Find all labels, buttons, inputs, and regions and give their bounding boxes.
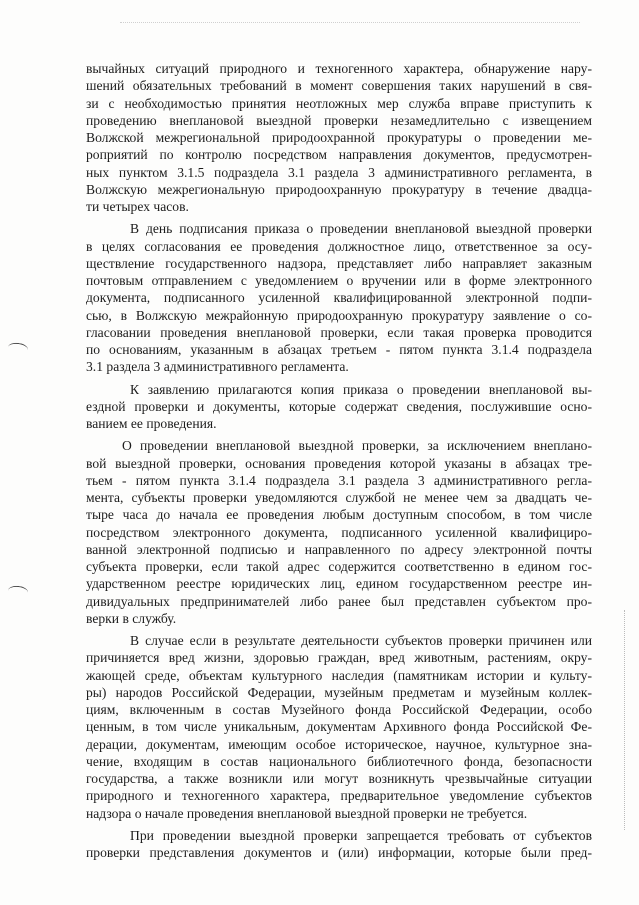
text-line: сью, в Волжскую межрайонную природоохранную прокуратуру заявление о со- [86, 307, 592, 323]
text-line: государства, а также возникли или могут возникнуть чрезвычайные ситуации [86, 771, 592, 786]
text-line: причиняется вред жизни, здоровью граждан, вред животным, растениям, окру- [86, 650, 592, 666]
paragraph [86, 827, 592, 862]
paragraph [86, 381, 592, 433]
scan-artifact-edge [622, 610, 625, 830]
text-line: в целях согласования ее проведения должностное лицо, ответственное за осу- [86, 238, 592, 254]
text-line: дерации, документам, имеющим особое историческое, научное, культурное зна- [86, 736, 592, 752]
document-body [86, 60, 592, 861]
text-line: Волжскую межрегиональную природоохранную прокуратуру в течение двадца- [86, 181, 592, 197]
text-line: мента, субъекты проверки уведомляются службой не менее чем за двадцать че- [86, 490, 592, 505]
text-line: чение, входящим в состав национального библиотечного фонда, безопасности [86, 753, 592, 769]
text-line: В день подписания приказа о проведении внеплановой выездной проверки [130, 221, 592, 237]
text-line: ездной проверки и документы, которые содержат сведения, послужившие осно- [86, 398, 592, 414]
text-line: ществление государственного надзора, представляет либо направляет заказным [86, 255, 592, 271]
text-line: по основаниям, указанным в абзацах третьем - пятом пункта 3.1.4 подраздела [86, 342, 592, 357]
text-line: вой выездной проверки, основания проведения которой указаны в абзацах тре- [86, 455, 592, 471]
text-line: субъекта проверки, если такой адрес содержится соответственно в едином гос- [86, 559, 592, 574]
text-line: зи с необходимостью принятия неотложных мер служба вправе приступить к [86, 95, 592, 111]
text-line: посредством электронного документа, подписанного усиленной квалифициро- [86, 524, 592, 540]
text-line: дивидуальных предпринимателей либо ранее был представлен субъектом про- [86, 593, 592, 609]
text-line: ных пунктом 3.1.5 подраздела 3.1 раздела 3 административного регламента, в [86, 164, 592, 180]
text-line: В случае если в результате деятельности субъектов проверки причинен или [130, 633, 592, 648]
text-line: ударственном реестре юридических лиц, едином государственном реестре ин- [86, 576, 592, 592]
text-line: ти четырех часов. [86, 199, 189, 214]
text-line: гласовании проведения внеплановой проверки, если такая проверка проводится [86, 324, 592, 340]
text-line: ванной электронной подписью и направленного по адресу электронной почты [86, 541, 592, 557]
text-line: жающей среде, объектам культурного наследия (памятникам истории и культу- [86, 667, 592, 683]
text-line: шений обязательных требований в момент совершения таких нарушений в свя- [86, 78, 592, 94]
text-line: проведению внеплановой выездной проверки незамедлительно с извещением [86, 112, 592, 128]
text-line: верки в службу. [86, 610, 177, 626]
text-line: ванием ее проведения. [86, 416, 217, 431]
text-line: ценным, в том числе уникальным, документам Архивного фонда Российской Фе- [86, 719, 592, 735]
margin-mark [7, 585, 28, 598]
text-line: природного и техногенного характера, предварительное уведомление субъектов [86, 788, 592, 804]
text-line: К заявлению прилагаются копия приказа о проведении внеплановой вы- [130, 381, 592, 397]
text-line: тыре часа до начала ее проведения любым доступным способом, в том числе [86, 507, 592, 523]
margin-mark [7, 342, 28, 356]
text-line: надзора о начале проведения внеплановой выездной проверки не требуется. [86, 805, 528, 821]
text-line: вычайных ситуаций природного и техногенного характера, обнаружение нару- [86, 61, 592, 76]
text-line: ры) народов Российской Федерации, музейным предметам и музейным коллек- [86, 684, 592, 700]
text-line: роприятий по контролю посредством направления документов, предусмотрен- [86, 147, 592, 163]
text-line: тьем - пятом пункта 3.1.4 подраздела 3.1 раздела 3 административного регла- [86, 472, 592, 488]
text-line: циям, включенным в состав Музейного фонда Российской Федерации, особо [86, 702, 592, 717]
text-line: Волжской межрегиональной природоохранной прокуратуры о проведении ме- [86, 130, 592, 145]
text-line: проверки представления документов и (или) информации, которые были пред- [86, 845, 592, 860]
scan-artifact-top [120, 22, 580, 25]
paragraph [86, 60, 592, 215]
text-line: документа, подписанного усиленной квалифицированной электронной подпи- [86, 290, 592, 306]
text-line: 3.1 раздела 3 административного регламента. [86, 359, 349, 375]
text-line: О проведении внеплановой выездной проверки, за исключением внепланo- [122, 438, 592, 454]
paragraph [86, 632, 592, 822]
text-line: почтовым отправлением с уведомлением о вручении или в форме электронного [86, 273, 592, 288]
paragraph [86, 437, 592, 627]
text-line: При проведении выездной проверки запрещается требовать от субъектов [130, 827, 592, 843]
paragraph [86, 220, 592, 375]
